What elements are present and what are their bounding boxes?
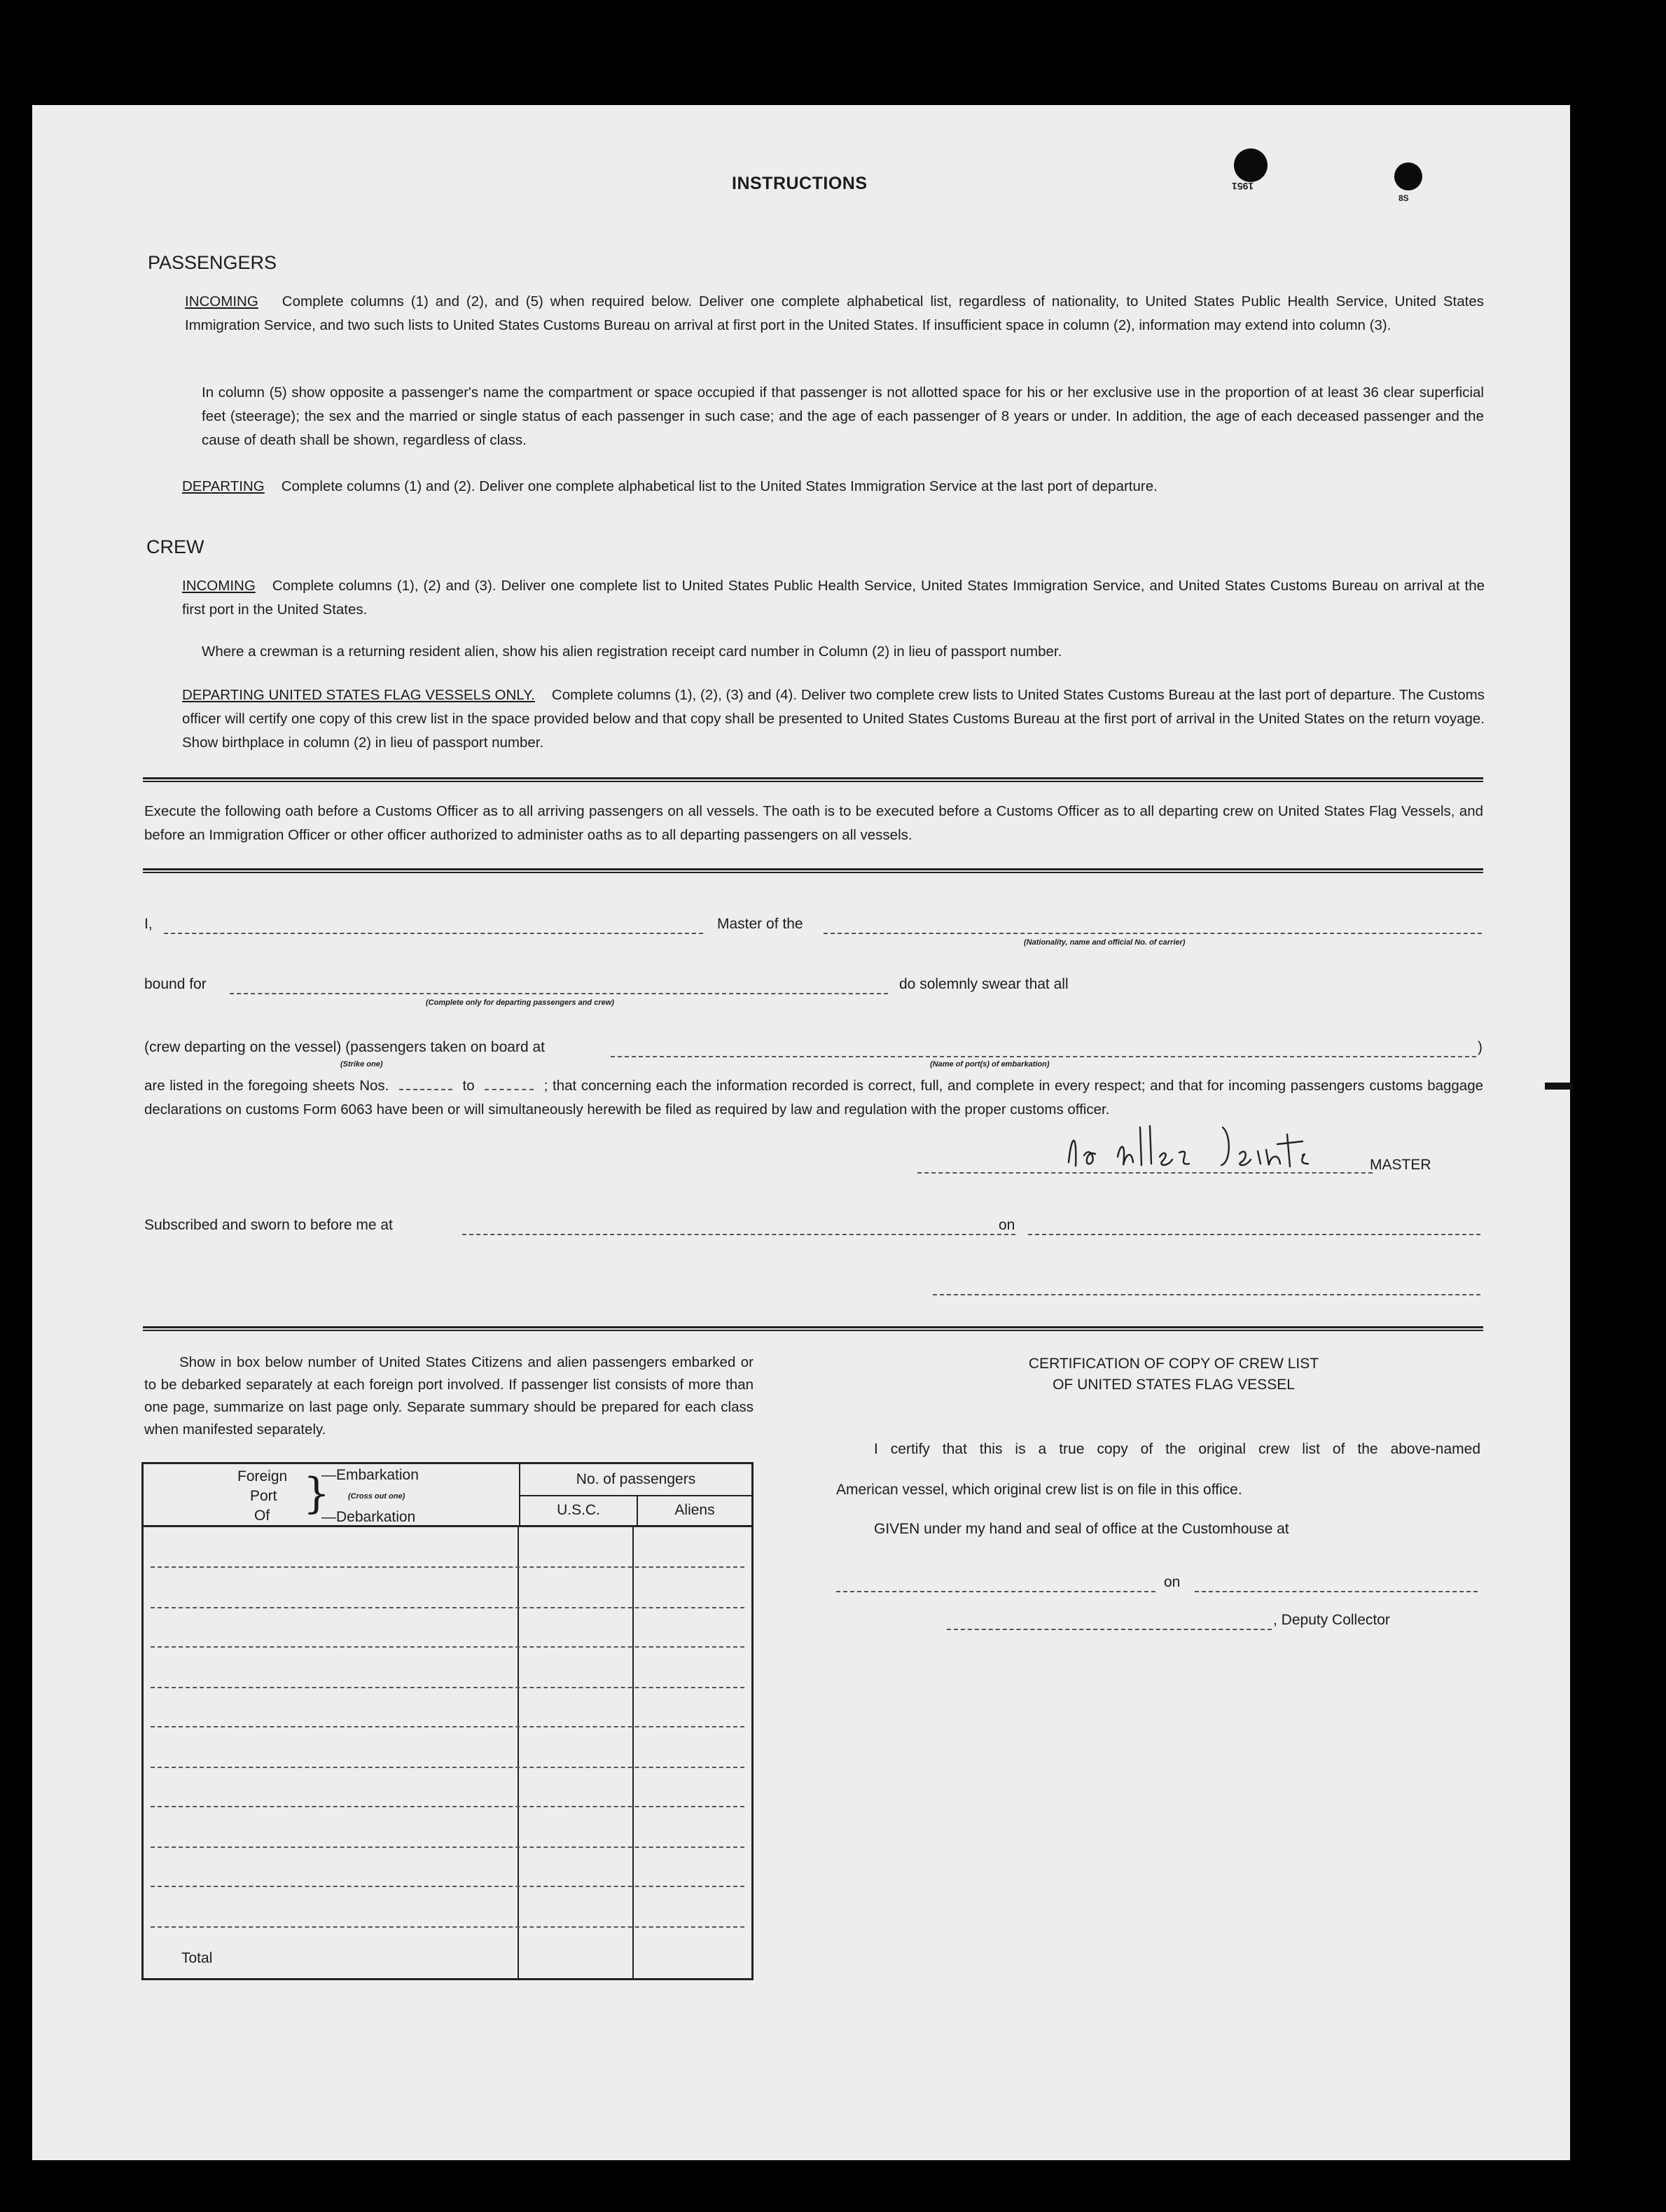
crew-heading: CREW	[146, 536, 204, 557]
given-label: GIVEN under my hand and seal of office at the Customhouse at	[874, 1521, 1289, 1537]
passenger-summary-table	[141, 1462, 754, 1980]
debarkation-label: —Debarkation	[321, 1509, 416, 1525]
cert-date-line[interactable]	[1195, 1591, 1478, 1592]
port-label: Port	[250, 1488, 277, 1504]
departing-text: Complete columns (1) and (2). Deliver one complete alphabetical list to the United States Immigration Service at the last port of departure.	[281, 478, 1158, 494]
oath-name-line[interactable]	[164, 933, 703, 934]
section-divider	[143, 777, 1483, 782]
passengers-departing-paragraph	[182, 475, 1485, 499]
listed-b: ; that concerning each the information recorded is correct, full, and complete in every respect; and that for incoming passengers customs baggage declarations on customs Form 6063 have been or will simultaneously herewith be filed as required by law and regulation with the proper customs officer.	[144, 1078, 1484, 1118]
sworn-on-label: on	[999, 1217, 1015, 1233]
officer-signature-line[interactable]	[933, 1294, 1480, 1295]
bound-for-line[interactable]	[230, 993, 888, 994]
no-passengers-header: No. of passengers	[520, 1463, 753, 1496]
passengers-heading: PASSENGERS	[148, 252, 277, 273]
table-row[interactable]	[151, 1726, 744, 1727]
foreign-label: Foreign	[237, 1468, 288, 1484]
master-of-label: Master of the	[717, 916, 803, 932]
document-page	[32, 105, 1570, 2160]
edge-mark	[1545, 1083, 1573, 1090]
embarkation-label: —Embarkation	[321, 1467, 419, 1483]
sworn-place-line[interactable]	[462, 1234, 1015, 1235]
cert-on-label: on	[1164, 1574, 1181, 1590]
total-label: Total	[181, 1950, 213, 1966]
table-row[interactable]	[151, 1646, 744, 1648]
certify-line-a: I certify that this is a true copy of the original crew list of the above-named	[874, 1441, 1480, 1457]
certify-line-b: American vessel, which original crew list is on file in this office.	[836, 1482, 1242, 1498]
aliens-column-rule	[632, 1527, 634, 1978]
crew-passengers-label: (crew departing on the vessel) (passengers taken on board at	[144, 1039, 545, 1055]
stamp-label: 1951	[1232, 181, 1254, 192]
deputy-collector-label: , Deputy Collector	[1273, 1612, 1390, 1628]
stamp-label: 8S	[1398, 193, 1409, 203]
cross-out-note: (Cross out one)	[348, 1492, 405, 1501]
port-header-cell	[143, 1463, 520, 1526]
table-row[interactable]	[151, 1767, 744, 1768]
customhouse-line[interactable]	[836, 1591, 1155, 1592]
listed-to: to	[462, 1078, 475, 1094]
oath-i-label: I,	[144, 916, 153, 932]
punch-hole-stamp	[1394, 162, 1422, 190]
close-paren: )	[1478, 1039, 1483, 1055]
embarkation-port-line[interactable]	[611, 1056, 1476, 1057]
usc-column-rule	[518, 1527, 519, 1978]
carrier-line[interactable]	[824, 933, 1482, 934]
crew-incoming-paragraph	[182, 574, 1485, 622]
page-title: INSTRUCTIONS	[732, 174, 868, 193]
incoming-text: Complete columns (1) and (2), and (5) when required below. Deliver one complete alphabetical list, regardless of nationality, to United States Public Health Service, United States Immigration Service, and two such lists to United States Customs Bureau on arrival at first port in the United States. If insufficient space in column (2), information may extend into column (3).	[185, 293, 1484, 333]
sworn-date-line[interactable]	[1028, 1234, 1480, 1235]
crew-incoming-text: Complete columns (1), (2) and (3). Deliver one complete list to United States Public Health Service, United States Immigration Service, and United States Customs Bureau on arrival at the first port in the United States.	[182, 578, 1485, 618]
deputy-signature-line[interactable]	[947, 1629, 1272, 1630]
returning-alien-paragraph: Where a crewman is a returning resident alien, show his alien registration receipt card number in Column (2) in lieu of passport number.	[202, 644, 1062, 660]
table-row[interactable]	[151, 1607, 744, 1608]
table-row[interactable]	[151, 1886, 744, 1887]
departing-label: DEPARTING	[182, 478, 265, 494]
table-row[interactable]	[151, 1566, 744, 1568]
certification-title-2: OF UNITED STATES FLAG VESSEL	[1053, 1377, 1295, 1393]
bound-note: (Complete only for departing passengers and crew)	[426, 999, 614, 1007]
subscribed-label: Subscribed and sworn to before me at	[144, 1217, 393, 1233]
bound-for-label: bound for	[144, 976, 207, 992]
table-row[interactable]	[151, 1687, 744, 1688]
crew-incoming-label: INCOMING	[182, 578, 256, 594]
master-label: MASTER	[1370, 1157, 1431, 1173]
incoming-label: INCOMING	[185, 293, 258, 309]
crew-departing-label: DEPARTING UNITED STATES FLAG VESSELS ONLY.	[182, 687, 535, 703]
column5-paragraph: In column (5) show opposite a passenger's name the compartment or space occupied if that passenger is not allotted space for his or her exclusive use in the proportion of at least 36 clear superficial feet (steerage); the sex and the married or single status of each passenger in such case; and the age of each passenger of 8 years or under. In addition, the age of each deceased passenger and the cause of death shall be shown, regardless of class.	[202, 384, 1484, 448]
carrier-note: (Nationality, name and official No. of carrier)	[1024, 938, 1186, 947]
section-divider	[143, 1326, 1483, 1331]
table-row[interactable]	[151, 1806, 744, 1807]
summary-body	[143, 1526, 753, 1980]
of-label: Of	[254, 1508, 270, 1524]
certification-title-1: CERTIFICATION OF COPY OF CREW LIST	[1028, 1356, 1319, 1372]
master-signature	[1056, 1113, 1350, 1183]
usc-header: U.S.C.	[520, 1496, 637, 1526]
table-row[interactable]	[151, 1926, 744, 1928]
ports-note: (Name of port(s) of embarkation)	[930, 1060, 1050, 1069]
swear-label: do solemnly swear that all	[899, 976, 1069, 992]
section-divider	[143, 868, 1483, 873]
strike-one-note: (Strike one)	[340, 1060, 383, 1069]
oath-instruction: Execute the following oath before a Customs Officer as to all arriving passengers on all vessels. The oath is to be executed before a Customs Officer as to all departing crew on United States Flag Vessels, and before an Immigration Officer or other officer authorized to administer oaths as to all departing passengers on all vessels.	[144, 803, 1483, 843]
summary-instructions: Show in box below number of United States Citizens and alien passengers embarked or to be debarked separately at each foreign port involved. If passenger list consists of more than one page, summarize on last page only. Separate summary should be prepared for each class when manifested separately.	[144, 1354, 754, 1438]
table-row[interactable]	[151, 1846, 744, 1848]
punch-hole-stamp	[1234, 148, 1268, 182]
crew-departing-paragraph	[182, 683, 1485, 755]
listed-a: are listed in the foregoing sheets Nos.	[144, 1078, 389, 1094]
crew-departing-text: Complete columns (1), (2), (3) and (4). Deliver two complete crew lists to United States Customs Bureau at the last port of departure. The Customs officer will certify one copy of this crew list in the space provided below and that copy shall be presented to United States Customs Bureau at the first port of arrival in the United States on the return voyage. Show birthplace in column (2) in lieu of passport number.	[182, 687, 1485, 751]
brace-glyph: }	[303, 1469, 331, 1518]
passengers-incoming-paragraph	[185, 290, 1484, 338]
sheet-from-line[interactable]	[399, 1089, 452, 1090]
aliens-header: Aliens	[637, 1496, 753, 1526]
sheet-to-line[interactable]	[485, 1089, 534, 1090]
